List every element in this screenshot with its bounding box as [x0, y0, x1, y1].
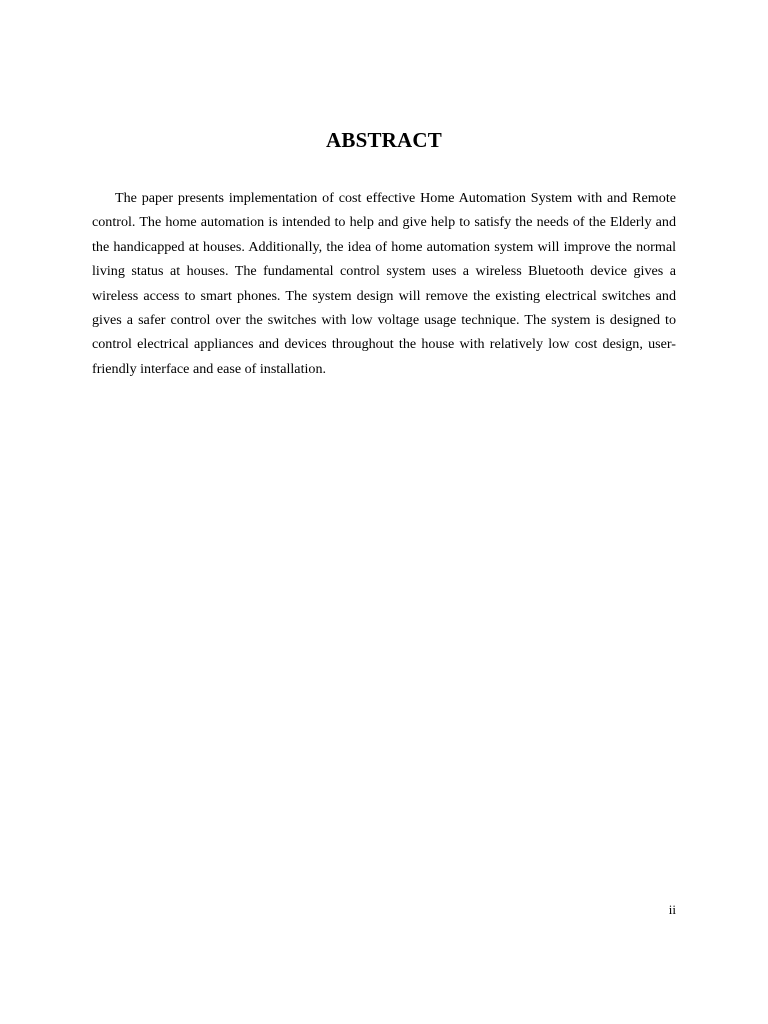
abstract-paragraph: The paper presents implementation of cost effective Home Automation System with and Remote control. The home automation is intended to help and give help to satisfy the needs of the Elderly and the handicapped at houses. Additionally, the idea of home automation system will improve the normal living status at houses. The fundamental control system uses a wireless Bluetooth device gives a wireless access to smart phones. The system design will remove the existing electrical switches and gives a safer control over the switches with low voltage usage technique. The system is designed to control electrical appliances and devices throughout the house with relatively low cost design, user-friendly interface and ease of installation. [92, 190, 676, 377]
abstract-heading: ABSTRACT [326, 128, 442, 152]
page-number: ii [668, 902, 676, 917]
